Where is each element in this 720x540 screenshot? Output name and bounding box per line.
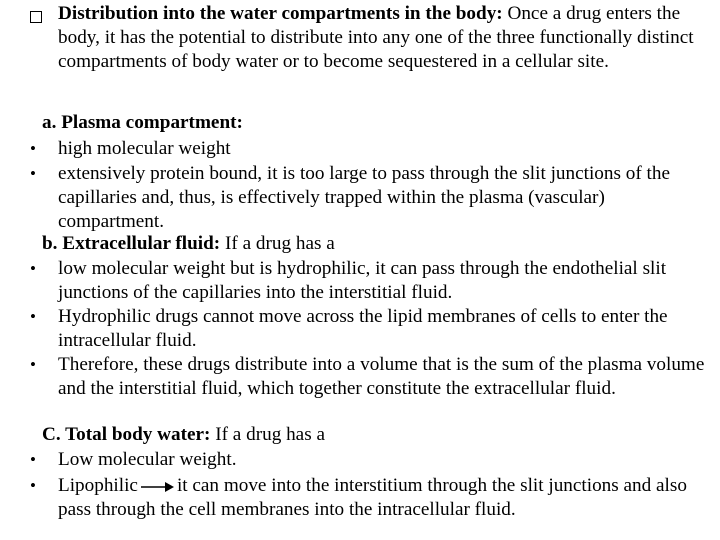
bullet-dot-icon: •: [30, 139, 36, 158]
section-heading-plasma: a. Plasma compartment:: [42, 112, 243, 133]
intro-paragraph: [58, 2, 708, 98]
bullet-dot-icon: •: [30, 307, 36, 326]
list-item: • low molecular weight but is hydrophilic, it can pass through the endothelial slit junctions of the capillaries into the interstitial fluid.: [30, 258, 667, 303]
bullet-dot-icon: •: [30, 476, 36, 495]
bullet-dot-icon: •: [30, 355, 36, 374]
intro-text: Once a drug enters the body, it has the potential to distribute into any one of the three functionally distinct compartments of body water or to become sequestered in a cellular site.: [58, 3, 694, 72]
list-item: • extensively protein bound, it is too large to pass through the slit junctions of the capillaries and, thus, is effectively trapped within the plasma (vascular) compartment.: [30, 163, 670, 232]
list-item: • high molecular weight: [30, 138, 231, 159]
bullet-dot-icon: •: [30, 450, 36, 469]
right-arrow-icon: [141, 481, 175, 493]
bullet-dot-icon: •: [30, 164, 36, 183]
bullet-dot-icon: •: [30, 259, 36, 278]
checkbox-icon: [30, 11, 42, 23]
intro-heading: Distribution into the water compartments in the body:: [58, 3, 503, 24]
list-item: • Low molecular weight.: [30, 449, 237, 470]
section-heading-extracellular: b. Extracellular fluid: If a drug has a: [42, 233, 335, 254]
list-item: • Hydrophilic drugs cannot move across the lipid membranes of cells to enter the intracellular fluid.: [30, 306, 668, 351]
list-item: • Lipophilic it can move into the interstitium through the slit junctions and also pass through the cell membranes into the intracellular fluid.: [30, 475, 687, 520]
list-item: • Therefore, these drugs distribute into a volume that is the sum of the plasma volume and the interstitial fluid, which together constitute the extracellular fluid.: [30, 354, 705, 399]
section-heading-total-body-water: C. Total body water: If a drug has a: [42, 424, 325, 445]
